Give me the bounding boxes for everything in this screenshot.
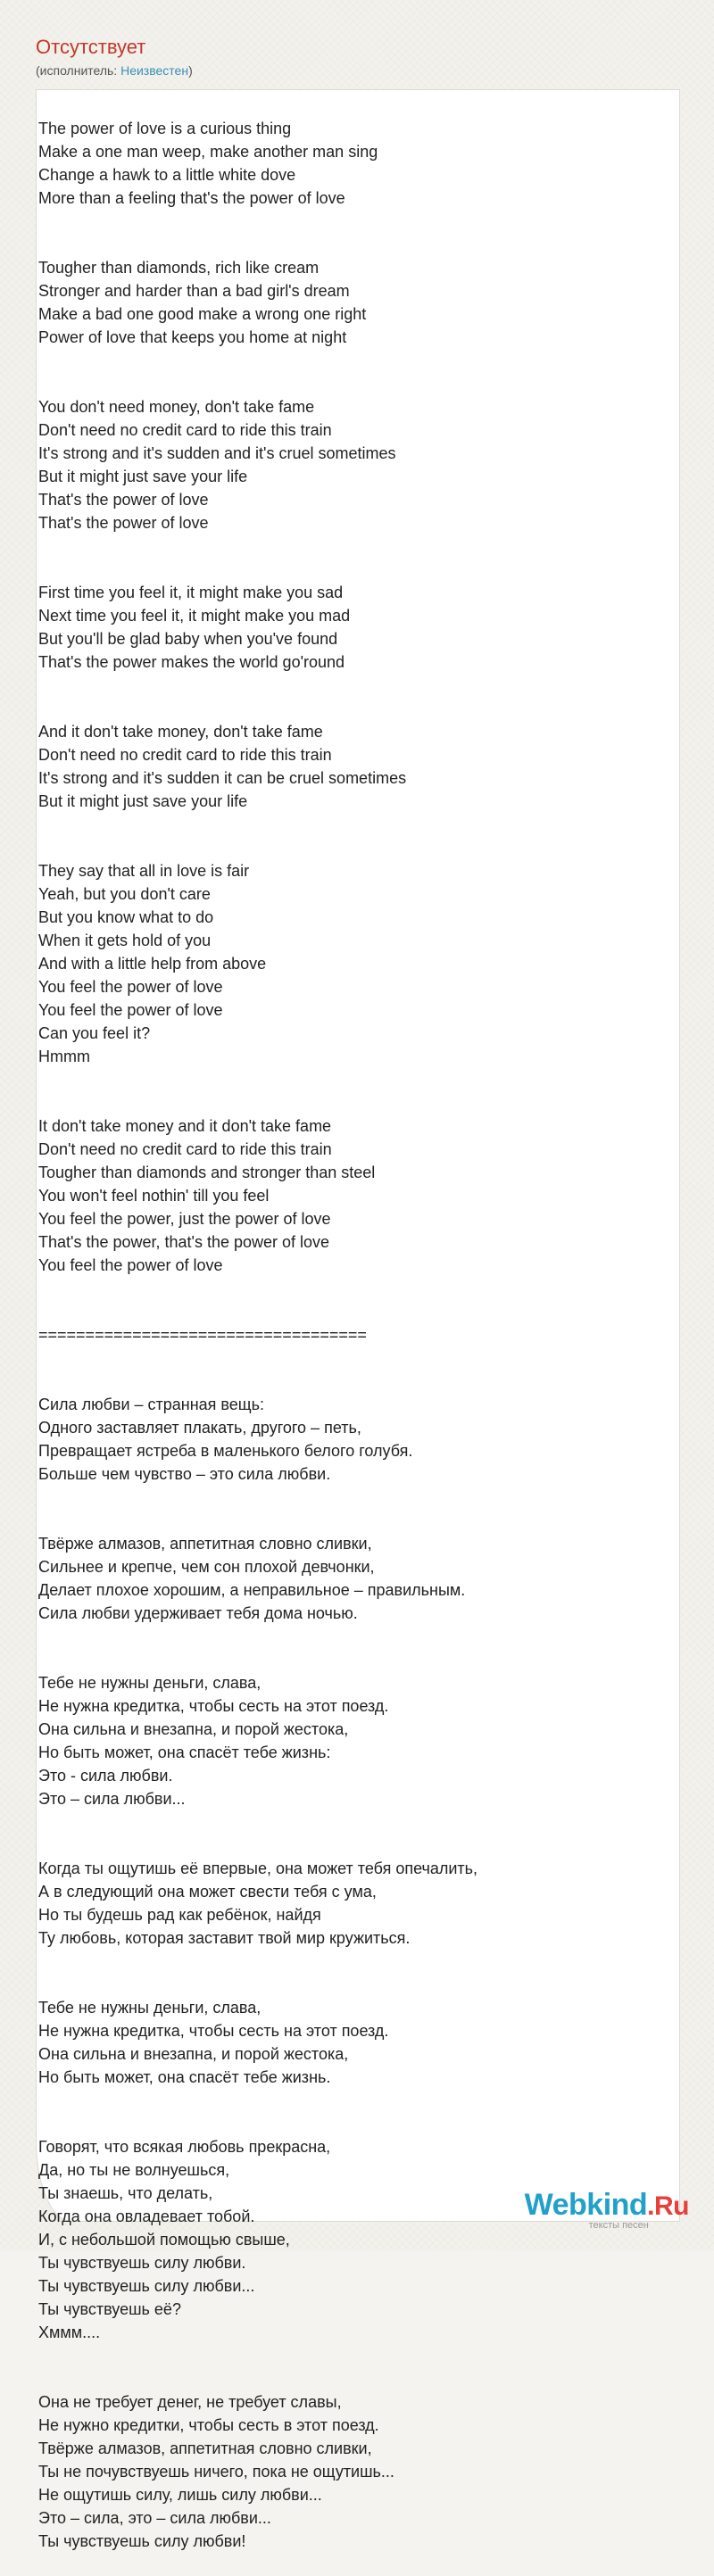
site-logo[interactable] bbox=[525, 2190, 689, 2231]
artist-link[interactable]: Неизвестен bbox=[120, 63, 189, 78]
translation-stanza-4: Когда ты ощутишь её впервые, она может тебя опечалить, А в следующий она может свести тебя с ума, Но ты будешь рад как ребёнок, найдя Ту любовь, которая заставит твой мир кружиться. bbox=[38, 1860, 478, 1947]
translation-stanza-7: Она не требует денег, не требует славы, Не нужно кредитки, чтобы сесть в этот поезд. Твёрже алмазов, аппетитная словно сливки, Ты не почувствуешь ничего, пока не ощутишь... Не ощутишь силу, лишь силу любви... Это – сила, это – сила любви... Ты чувствуешь силу любви! bbox=[38, 2393, 394, 2550]
brand-name-text: Webkind bbox=[524, 2188, 648, 2222]
artist-suffix: ) bbox=[188, 63, 193, 78]
translation-stanza-2: Твёрже алмазов, аппетитная словно сливки, Сильнее и крепче, чем сон плохой девчонки, Делает плохое хорошим, а неправильное – правильным. Сила любви удерживает тебя дома ночью. bbox=[38, 1535, 466, 1622]
lyrics-stanza-2: Tougher than diamonds, rich like cream Stronger and harder than a bad girl's dream Make a bad one good make a wrong one right Power of love that keeps you home at night bbox=[38, 259, 367, 346]
lyrics-stanza-6: They say that all in love is fair Yeah, but you don't care But you know what to do When it gets hold of you And with a little help from above You feel the power of love You feel the power of love Can you feel it? Hmmm bbox=[38, 862, 267, 1065]
brand-name bbox=[525, 2188, 689, 2222]
lyrics-stanza-1: The power of love is a curious thing Make a one man weep, make another man sing Change a hawk to a little white dove More than a feeling that's the power of love bbox=[38, 120, 378, 207]
artist-prefix: (исполнитель: bbox=[36, 63, 121, 78]
brand-tagline: тексты песен bbox=[588, 2220, 649, 2231]
lyrics-stanza-7: It don't take money and it don't take fame Don't need no credit card to ride this train Tougher than diamonds and stronger than steel You won't feel nothin' till you feel You feel the power, just the power of love That's the power, that's the power of love You feel the power of love bbox=[38, 1117, 376, 1274]
translation-stanza-3: Тебе не нужны деньги, слава, Не нужна кредитка, чтобы сесть на этот поезд. Она сильна и внезапна, и порой жестока, Но быть может, она спасёт тебе жизнь: Это - сила любви. Это – сила любви... bbox=[38, 1674, 389, 1808]
translation-stanza-6: Говорят, что всякая любовь прекрасна, Да, но ты не волнуешься, Ты знаешь, что делать, Когда она овладевает тобой. И, с небольшой помощью свыше, Ты чувствуешь силу любви. Ты чувствуешь силу любви... Ты чувствуешь её? Хммм.... bbox=[38, 2138, 331, 2341]
translation-stanza-1: Сила любви – странная вещь: Одного заставляет плакать, другого – петь, Превращает ястреба в маленького белого голубя. Больше чем чувство – это сила любви. bbox=[38, 1396, 413, 1483]
song-title: Отсутствует bbox=[36, 36, 146, 58]
artist-line bbox=[36, 62, 193, 79]
lyrics-text bbox=[38, 94, 477, 2576]
song-header bbox=[36, 36, 193, 79]
translation-stanza-5: Тебе не нужны деньги, слава, Не нужна кредитка, чтобы сесть на этот поезд. Она сильна и внезапна, и порой жестока, Но быть может, она спасёт тебе жизнь. bbox=[38, 1999, 389, 2086]
brand-tld: .Ru bbox=[647, 2191, 689, 2221]
lyrics-stanza-4: First time you feel it, it might make you sad Next time you feel it, it might make you mad But you'll be glad baby when you've found That's the power makes the world go'round bbox=[38, 584, 351, 671]
lyrics-stanza-5: And it don't take money, don't take fame Don't need no credit card to ride this train It's strong and it's sudden it can be cruel sometimes But it might just save your life bbox=[38, 723, 407, 810]
lyrics-stanza-3: You don't need money, don't take fame Don't need no credit card to ride this train It's strong and it's sudden and it's cruel sometimes But it might just save your life That's the power of love That's the power of love bbox=[38, 398, 396, 532]
lyrics-divider: =================================== bbox=[38, 1326, 367, 1344]
